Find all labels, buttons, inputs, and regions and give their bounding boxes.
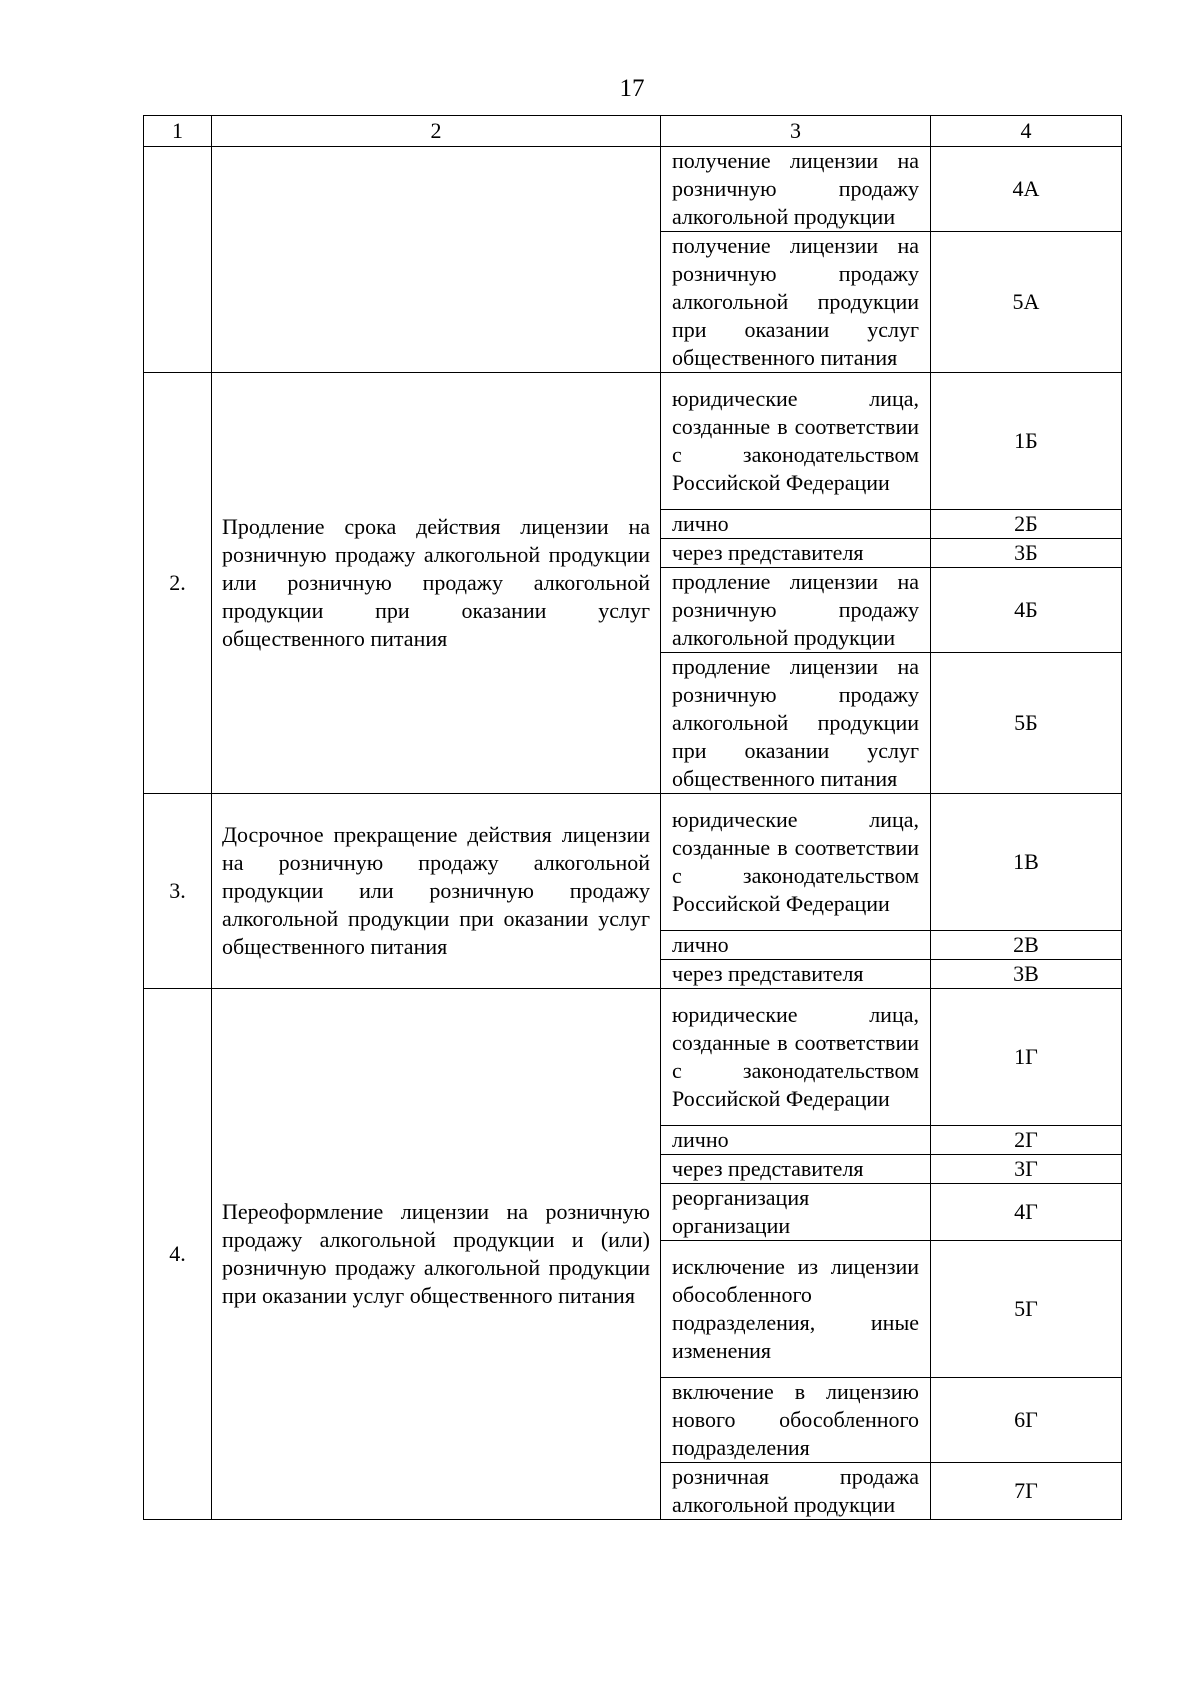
description-cell: юридические лица, созданные в соответствии с законодательством Российской Федерации bbox=[661, 989, 931, 1126]
code-cell: 5Г bbox=[931, 1241, 1122, 1378]
description-cell: юридические лица, созданные в соответствии с законодательством Российской Федерации bbox=[661, 373, 931, 510]
description-cell: исключение из лицензии обособленного подразделения, иные изменения bbox=[661, 1241, 931, 1378]
table-row bbox=[144, 989, 1122, 1126]
header-col-3: 3 bbox=[661, 116, 931, 147]
code-cell: 3Г bbox=[931, 1155, 1122, 1184]
procedure-title-cell: Продление срока действия лицензии на розничную продажу алкогольной продукции или розничную продажу алкогольной продукции при оказании услуг общественного питания bbox=[212, 373, 661, 794]
description-cell: реорганизация организации bbox=[661, 1184, 931, 1241]
header-col-2: 2 bbox=[212, 116, 661, 147]
code-cell: 3Б bbox=[931, 539, 1122, 568]
code-cell: 4Б bbox=[931, 568, 1122, 653]
row-number-cell: 3. bbox=[144, 794, 212, 989]
code-cell: 2Б bbox=[931, 510, 1122, 539]
row-number-cell: 2. bbox=[144, 373, 212, 794]
description-cell: лично bbox=[661, 931, 931, 960]
description-cell: включение в лицензию нового обособленного подразделения bbox=[661, 1378, 931, 1463]
table-row bbox=[144, 147, 1122, 232]
code-cell: 2Г bbox=[931, 1126, 1122, 1155]
description-cell: продление лицензии на розничную продажу алкогольной продукции при оказании услуг общественного питания bbox=[661, 653, 931, 794]
code-cell: 5А bbox=[931, 232, 1122, 373]
code-cell: 5Б bbox=[931, 653, 1122, 794]
code-cell: 2В bbox=[931, 931, 1122, 960]
description-cell: розничная продажа алкогольной продукции bbox=[661, 1463, 931, 1520]
table-row bbox=[144, 373, 1122, 510]
code-cell: 4А bbox=[931, 147, 1122, 232]
description-cell: через представителя bbox=[661, 960, 931, 989]
header-col-4: 4 bbox=[931, 116, 1122, 147]
description-cell: лично bbox=[661, 1126, 931, 1155]
description-cell: продление лицензии на розничную продажу алкогольной продукции bbox=[661, 568, 931, 653]
description-cell: юридические лица, созданные в соответствии с законодательством Российской Федерации bbox=[661, 794, 931, 931]
header-col-1: 1 bbox=[144, 116, 212, 147]
code-cell: 4Г bbox=[931, 1184, 1122, 1241]
row-number-cell bbox=[144, 147, 212, 373]
code-cell: 1В bbox=[931, 794, 1122, 931]
code-cell: 7Г bbox=[931, 1463, 1122, 1520]
code-cell: 3В bbox=[931, 960, 1122, 989]
license-codes-table bbox=[143, 115, 1122, 1520]
code-cell: 6Г bbox=[931, 1378, 1122, 1463]
code-cell: 1Б bbox=[931, 373, 1122, 510]
row-number-cell: 4. bbox=[144, 989, 212, 1520]
description-cell: через представителя bbox=[661, 539, 931, 568]
procedure-title-cell bbox=[212, 147, 661, 373]
code-cell: 1Г bbox=[931, 989, 1122, 1126]
description-cell: получение лицензии на розничную продажу алкогольной продукции при оказании услуг общественного питания bbox=[661, 232, 931, 373]
page-number: 17 bbox=[619, 75, 645, 102]
procedure-title-cell: Досрочное прекращение действия лицензии на розничную продажу алкогольной продукции или розничную продажу алкогольной продукции при оказании услуг общественного питания bbox=[212, 794, 661, 989]
description-cell: получение лицензии на розничную продажу алкогольной продукции bbox=[661, 147, 931, 232]
procedure-title-cell: Переоформление лицензии на розничную продажу алкогольной продукции и (или) розничную продажу алкогольной продукции при оказании услуг общественного питания bbox=[212, 989, 661, 1520]
description-cell: через представителя bbox=[661, 1155, 931, 1184]
table-header-row bbox=[144, 116, 1122, 147]
table-row bbox=[144, 794, 1122, 931]
description-cell: лично bbox=[661, 510, 931, 539]
